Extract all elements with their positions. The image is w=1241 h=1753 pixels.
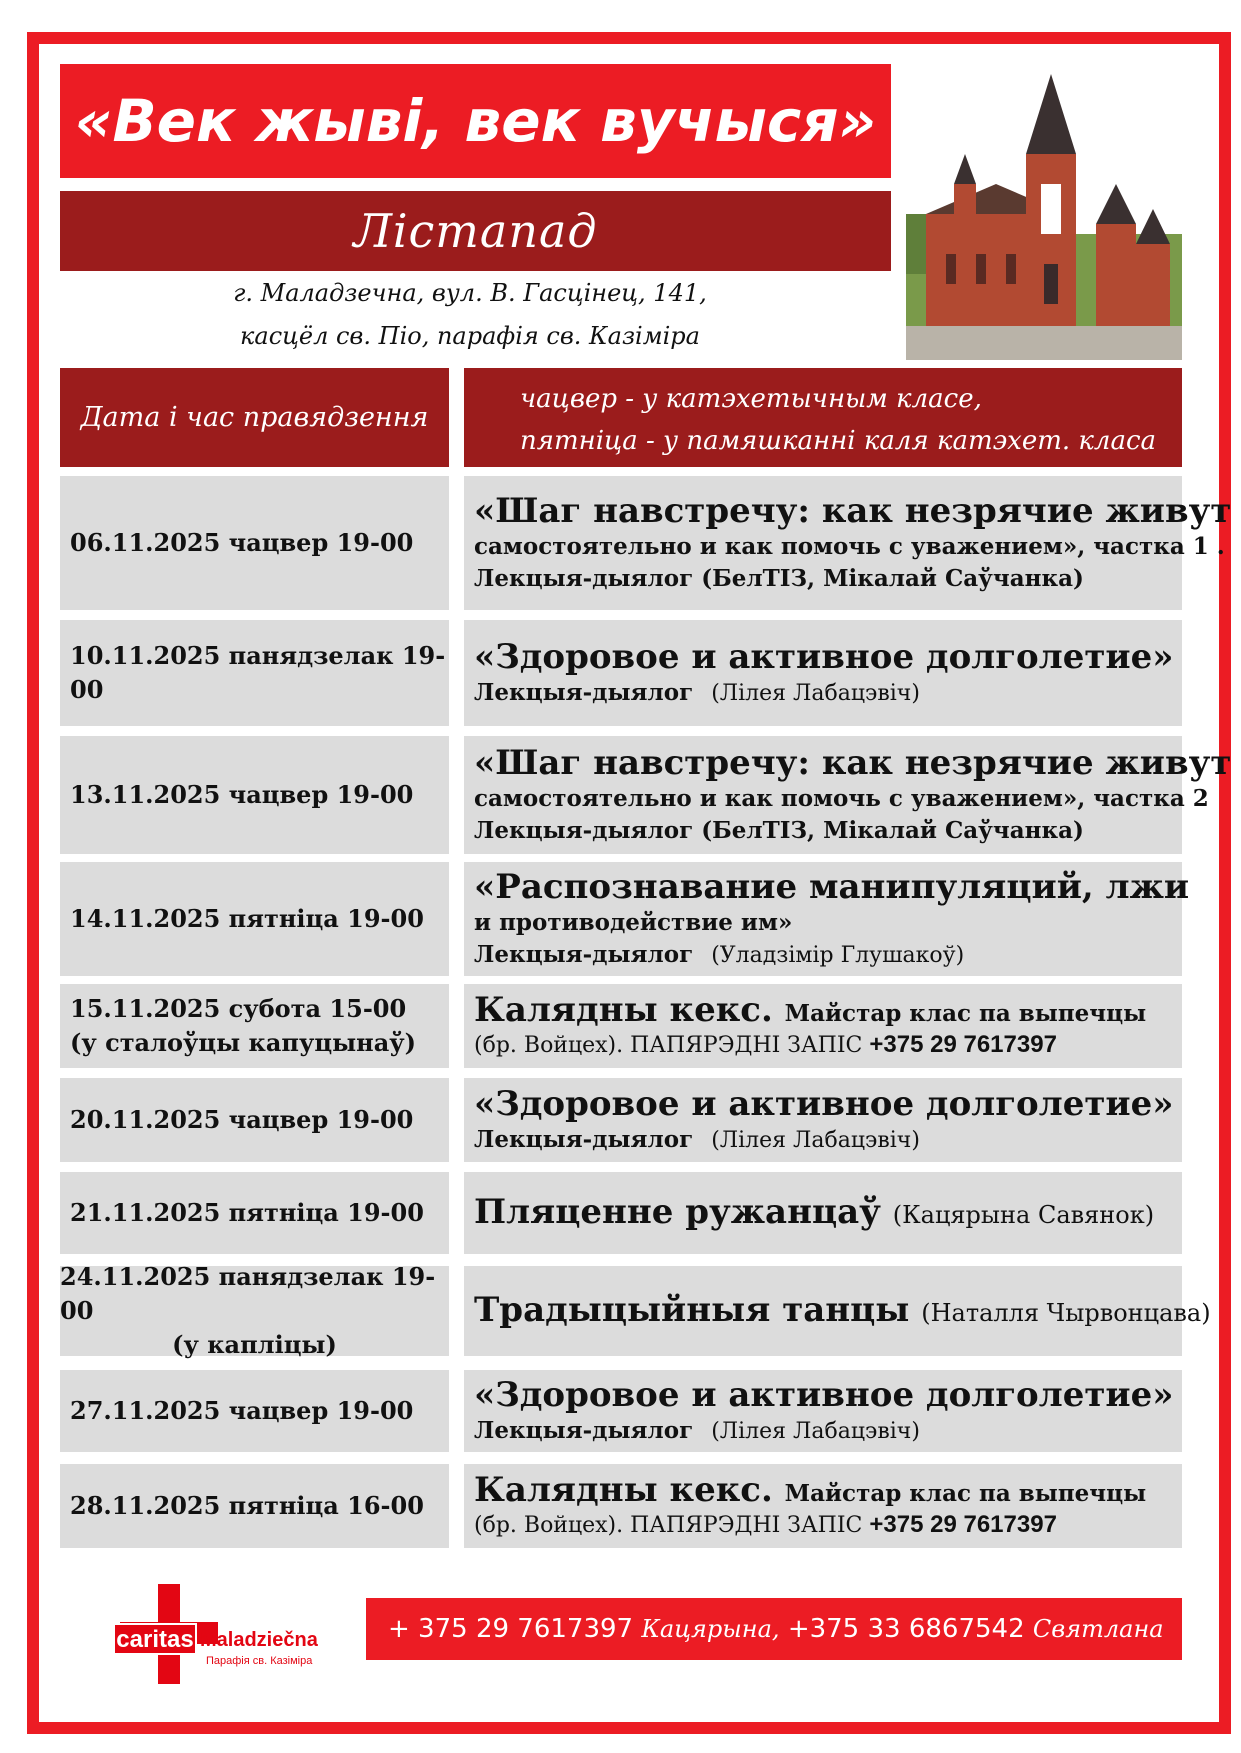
contact-name-1: Кацярына, <box>641 1615 780 1643</box>
contact-name-2: Святлана <box>1032 1615 1164 1643</box>
event-info-cell <box>464 1078 1182 1162</box>
event-info-cell <box>464 476 1232 610</box>
address-line-2: касцёл св. Піо, парафія св. Казіміра <box>240 322 700 350</box>
event-date: 21.11.2025 пятніца 19-00 <box>70 1198 424 1227</box>
svg-text:caritas: caritas <box>116 1626 194 1653</box>
table-header-location <box>464 368 1182 467</box>
event-speaker: (Кацярына Савянок) <box>892 1200 1155 1229</box>
event-registration-note: (бр. Войцех). ПАПЯРЭДНІ ЗАПІС <box>474 1033 870 1058</box>
event-date-cell <box>60 1078 449 1162</box>
event-date: 24.11.2025 панядзелак 19-00 <box>60 1262 436 1325</box>
event-info-cell <box>464 736 1232 854</box>
event-info-cell <box>464 1464 1182 1548</box>
event-date: 20.11.2025 чацвер 19-00 <box>70 1105 414 1134</box>
event-info-cell <box>464 1266 1211 1356</box>
event-title: Пляценне ружанцаў <box>474 1191 881 1232</box>
event-speaker: (Уладзімір Глушакоў) <box>711 942 965 968</box>
caritas-logo <box>98 1576 360 1692</box>
event-date-cell <box>60 1370 449 1452</box>
event-info-cell <box>464 1370 1182 1452</box>
event-date-cell <box>60 1262 449 1359</box>
event-detail: Лекцыя-дыялог (БелТІЗ, Мікалай Саўчанка) <box>474 565 1084 592</box>
event-title: «Шаг навстречу: как незрячие живут <box>474 491 1232 531</box>
event-info-cell <box>464 984 1182 1068</box>
table-header-date <box>60 368 449 467</box>
event-date: 28.11.2025 пятніца 16-00 <box>70 1491 424 1520</box>
event-venue: (у капліцы) <box>172 1330 337 1359</box>
contact-phone-1: + 375 29 7617397 <box>388 1614 634 1644</box>
event-info-cell <box>464 862 1190 976</box>
table-header-location-line1: чацвер - у катэхетычным класе, <box>520 384 982 414</box>
month-title: Лістапад <box>353 204 598 258</box>
event-title-continued: самостоятельно и как помочь с уважением», частка 2 <box>474 785 1209 812</box>
table-header-date-label: Дата і час правядзення <box>80 402 429 433</box>
event-format: Лекцыя-дыялог <box>474 1416 694 1444</box>
event-date-cell <box>60 736 449 854</box>
event-date-cell <box>60 984 449 1068</box>
svg-text:Maladziečna: Maladziečna <box>200 1629 318 1651</box>
event-format: Лекцыя-дыялог <box>474 1125 694 1153</box>
contacts-banner <box>366 1598 1182 1660</box>
table-header-location-line2: пятніца - у памяшканні каля катэхет. класа <box>520 426 1157 456</box>
event-date-cell <box>60 862 449 976</box>
event-title-rest: Майстар клас па выпечцы <box>784 1480 1147 1507</box>
event-date: 14.11.2025 пятніца 19-00 <box>70 904 424 933</box>
event-date: 13.11.2025 чацвер 19-00 <box>70 780 414 809</box>
event-speaker: (Наталля Чырвонцава) <box>921 1298 1211 1327</box>
event-date: 06.11.2025 чацвер 19-00 <box>70 528 414 557</box>
address-line-1: г. Маладзечна, вул. В. Гасцінец, 141, <box>233 279 707 307</box>
event-registration-note: (бр. Войцех). ПАПЯРЭДНІ ЗАПІС <box>474 1513 870 1538</box>
event-format: Лекцыя-дыялог <box>474 678 694 706</box>
event-title: «Здоровое и активное долголетие» <box>474 1374 1174 1415</box>
event-title: «Здоровое и активное долголетие» <box>474 636 1174 677</box>
title-banner <box>60 64 891 178</box>
event-phone: +375 29 7617397 <box>869 1511 1057 1538</box>
event-date: 27.11.2025 чацвер 19-00 <box>70 1396 414 1425</box>
event-detail: Лекцыя-дыялог (БелТІЗ, Мікалай Саўчанка) <box>474 817 1084 844</box>
event-date-cell <box>60 620 449 726</box>
event-venue: (у сталоўцы капуцынаў) <box>70 1028 416 1057</box>
event-title-continued: и противодействие им» <box>474 908 793 936</box>
event-speaker: (Лілея Лабацэвіч) <box>711 1418 920 1444</box>
event-date-cell <box>60 476 449 610</box>
event-phone: +375 29 7617397 <box>869 1031 1057 1058</box>
event-speaker: (Лілея Лабацэвіч) <box>711 1127 920 1153</box>
event-info-cell <box>464 1172 1182 1254</box>
event-title: Калядны кекс. <box>474 1470 773 1510</box>
event-title: «Здоровое и активное долголетие» <box>474 1083 1174 1124</box>
page-title: «Век жыві, век вучыся» <box>74 87 877 155</box>
contact-phone-2: +375 33 6867542 <box>787 1614 1025 1644</box>
month-banner <box>60 191 891 271</box>
event-date: 15.11.2025 субота 15-00 <box>70 994 407 1023</box>
event-title: «Шаг навстречу: как незрячие живут <box>474 743 1232 783</box>
event-title: «Распознавание манипуляций, лжи <box>474 866 1190 907</box>
svg-text:Парафія св. Казіміра: Парафія св. Казіміра <box>206 1655 313 1667</box>
event-title: Традыцыйныя танцы <box>474 1289 910 1330</box>
event-title-continued: самостоятельно и как помочь с уважением», частка 1 . <box>474 533 1225 560</box>
event-date: 10.11.2025 панядзелак 19-00 <box>70 641 446 704</box>
event-title: Калядны кекс. <box>474 990 773 1030</box>
church-image <box>906 64 1182 360</box>
event-date-cell <box>60 1464 449 1548</box>
event-date-cell <box>60 1172 449 1254</box>
event-format: Лекцыя-дыялог <box>474 940 694 968</box>
event-title-rest: Майстар клас па выпечцы <box>784 1000 1147 1027</box>
event-speaker: (Лілея Лабацэвіч) <box>711 680 920 706</box>
event-info-cell <box>464 620 1182 726</box>
